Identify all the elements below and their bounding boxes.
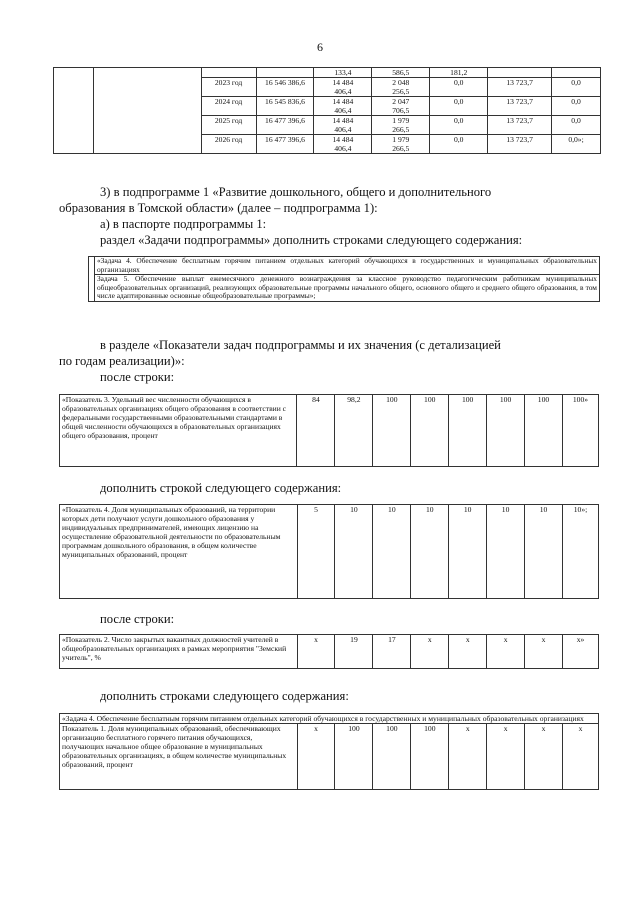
cell-value: 181,2 (450, 68, 468, 77)
table-cell: 17 (373, 635, 411, 669)
page-number: 6 (317, 40, 323, 54)
cell-value: 14 484 (332, 116, 354, 125)
para-3-line2: образования в Томской области» (далее – подпрограмма 1): (59, 201, 378, 215)
para-3-line1: 3) в подпрограмме 1 «Развитие дошкольного, общего и дополнительного (100, 185, 492, 199)
table-cell: 0,0 (430, 135, 488, 154)
cell-value: 256,5 (392, 87, 410, 96)
cell-value: 706,5 (392, 106, 410, 115)
table-cell: 13 723,7 (488, 116, 552, 135)
table-cell: 10 (335, 505, 373, 599)
table-cell (256, 68, 314, 78)
table-cell (201, 68, 256, 78)
finance-merged-cell-2 (93, 68, 201, 154)
table-cell: х (487, 635, 525, 669)
final-indicator-row (60, 724, 599, 790)
table-cell: 19 (335, 635, 373, 669)
table-cell: «Показатель 4. Доля муниципальных образований, на территории которых дети получают услуги дошкольного образования у индивидуальных предпринимателей, имеющих лицензию на осуществление образовательной деятельности по образовательным программам дошкольного образования, в общем количестве муниципальных образований, процент (60, 505, 298, 599)
table-cell: 13 723,7 (488, 135, 552, 154)
cell-value: 14 484 (332, 78, 354, 87)
cell-value: 1 979 (392, 135, 410, 144)
para-a: а) в паспорте подпрограммы 1: (100, 217, 267, 231)
table-cell (552, 68, 601, 78)
add-row-label: дополнить строкой следующего содержания: (100, 481, 342, 495)
table-cell: 98,2 (335, 395, 373, 467)
table-cell: х (411, 635, 449, 669)
table-cell: 0,0 (552, 97, 601, 116)
tasks-row-4 (89, 257, 600, 275)
table-cell: 0,0 (430, 78, 488, 97)
table-cell: «Задача 4. Обеспечение бесплатным горячим питанием отдельных категорий обучающихся в государственных и муниципальных образовательных организациях (60, 714, 599, 724)
final-table (59, 713, 599, 790)
indicator-3-table (59, 394, 599, 467)
table-cell: 0,0»; (552, 135, 601, 154)
table-cell: 2024 год (201, 97, 256, 116)
cell-value: 406,4 (334, 87, 352, 96)
tasks-table (88, 256, 600, 302)
table-cell (314, 97, 372, 116)
table-cell: «Задача 4. Обеспечение бесплатным горячим питанием отдельных категорий обучающихся в государственных и муниципальных образовательных организациях (94, 257, 599, 275)
table-cell: 16 477 396,6 (256, 135, 314, 154)
table-cell (314, 116, 372, 135)
table-cell: 10 (373, 505, 411, 599)
table-cell: 100 (373, 724, 411, 790)
table-cell: х (297, 635, 335, 669)
table-cell (314, 78, 372, 97)
tasks-row-5 (89, 275, 600, 302)
table-cell: 0,0 (430, 97, 488, 116)
table-cell: Показатель 1. Доля муниципальных образований, обеспечивающих организацию бесплатного горячего питания обучающихся, получающих начальное общее образование в муниципальных образовательных организациях, в общем количестве муниципальных образований, процент (60, 724, 298, 790)
indicator-3-row (60, 395, 599, 467)
finance-row-first (54, 68, 601, 78)
cell-value: 14 484 (332, 97, 354, 106)
para-section-line1: в разделе «Показатели задач подпрограммы и их значения (с детализацией (100, 338, 501, 352)
table-cell: «Показатель 3. Удельный вес численности обучающихся в образовательных организациях общего образования в соответствии с федеральными государственными образовательными стандартами в общей численности обучающихся в образовательных организациях общего образования, процент (60, 395, 297, 467)
table-cell: х (563, 724, 599, 790)
table-cell (314, 135, 372, 154)
table-cell (372, 97, 430, 116)
table-cell: 100 (411, 395, 449, 467)
cell-value: 586,5 (392, 68, 410, 77)
table-cell (372, 68, 430, 78)
table-cell (430, 68, 488, 78)
table-cell: 2026 год (201, 135, 256, 154)
table-cell (372, 78, 430, 97)
final-task-row (60, 714, 599, 724)
table-cell: х (449, 724, 487, 790)
table-cell: Задача 5. Обеспечение выплат ежемесячного денежного вознаграждения за классное руководство педагогическим работникам муниципальных общеобразовательных организаций, реализующих образовательные программы начального общего, основного общего и среднего общего образования, в том числе адаптированные основные общеобразовательные программы»; (94, 275, 599, 302)
indicator-4-table (59, 504, 599, 599)
table-cell: х (487, 724, 525, 790)
table-cell: 10»; (562, 505, 598, 599)
table-cell: 100 (411, 724, 449, 790)
table-cell: х (449, 635, 487, 669)
indicator-2-row (60, 635, 599, 669)
cell-value: 14 484 (332, 135, 354, 144)
table-cell (488, 68, 552, 78)
cell-value: 406,4 (334, 125, 352, 134)
table-cell: х (297, 724, 335, 790)
table-cell: 84 (297, 395, 335, 467)
table-cell: 100 (449, 395, 487, 467)
cell-value: 266,5 (392, 125, 410, 134)
cell-value: 406,4 (334, 106, 352, 115)
table-cell: 100 (487, 395, 525, 467)
table-cell: х» (563, 635, 599, 669)
table-cell: «Показатель 2. Число закрытых вакантных должностей учителей в общеобразовательных организациях в рамках мероприятия "Земский учитель", % (60, 635, 298, 669)
table-cell: 13 723,7 (488, 78, 552, 97)
finance-table (53, 67, 601, 154)
cell-value: 266,5 (392, 144, 410, 153)
table-cell: 10 (487, 505, 525, 599)
para-section-line2: по годам реализации)»: (59, 354, 185, 368)
table-cell: х (525, 635, 563, 669)
after-row-label-1: после строки: (100, 370, 175, 384)
table-cell (314, 68, 372, 78)
table-cell: 0,0 (552, 78, 601, 97)
table-cell (372, 135, 430, 154)
table-cell: 2025 год (201, 116, 256, 135)
table-cell: 100 (373, 395, 411, 467)
table-cell: 100» (562, 395, 598, 467)
table-cell (372, 116, 430, 135)
cell-value: 2 048 (392, 78, 410, 87)
table-cell: 10 (411, 505, 449, 599)
indicator-2-table (59, 634, 599, 669)
add-rows-label: дополнить строками следующего содержания: (100, 689, 349, 703)
table-cell: 10 (525, 505, 563, 599)
table-cell: 5 (297, 505, 335, 599)
table-cell: 10 (449, 505, 487, 599)
finance-merged-cell-1 (54, 68, 94, 154)
cell-value: 406,4 (334, 144, 352, 153)
cell-value: 2 047 (392, 97, 410, 106)
table-cell: 13 723,7 (488, 97, 552, 116)
table-cell: 16 477 396,6 (256, 116, 314, 135)
table-cell: 16 545 836,6 (256, 97, 314, 116)
table-cell: 0,0 (430, 116, 488, 135)
table-cell: 0,0 (552, 116, 601, 135)
indicator-4-row (60, 505, 599, 599)
table-cell: х (525, 724, 563, 790)
cell-value: 1 979 (392, 116, 410, 125)
table-cell: 100 (335, 724, 373, 790)
table-cell: 16 546 386,6 (256, 78, 314, 97)
para-tasks: раздел «Задачи подпрограммы» дополнить строками следующего содержания: (100, 233, 523, 247)
table-cell: 2023 год (201, 78, 256, 97)
after-row-label-2: после строки: (100, 612, 175, 626)
cell-value: 133,4 (334, 68, 352, 77)
table-cell: 100 (525, 395, 563, 467)
